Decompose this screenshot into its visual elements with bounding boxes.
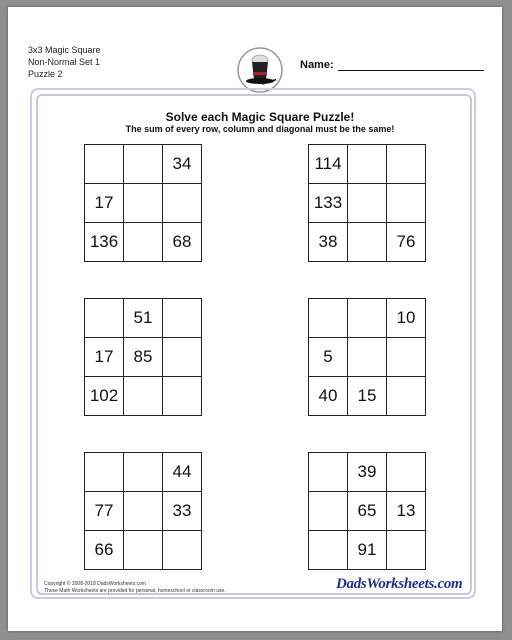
square-cell[interactable]: 133: [309, 184, 348, 223]
square-cell[interactable]: [163, 299, 202, 338]
square-cell[interactable]: 136: [85, 223, 124, 262]
square-cell[interactable]: 40: [309, 377, 348, 416]
square-cell[interactable]: 102: [85, 377, 124, 416]
square-cell[interactable]: 13: [387, 492, 426, 531]
square-cell[interactable]: 68: [163, 223, 202, 262]
usage-note: These Math Worksheets are provided for personal, homeschool or classroom use.: [44, 588, 226, 594]
square-cell[interactable]: [387, 184, 426, 223]
magic-square-1: [84, 144, 202, 262]
square-cell[interactable]: [309, 531, 348, 570]
square-cell[interactable]: [387, 377, 426, 416]
square-cell[interactable]: 66: [85, 531, 124, 570]
square-cell[interactable]: 17: [85, 338, 124, 377]
square-cell[interactable]: [124, 223, 163, 262]
square-cell[interactable]: 76: [387, 223, 426, 262]
instructions-title: Solve each Magic Square Puzzle!: [165, 110, 355, 124]
square-cell[interactable]: [309, 453, 348, 492]
worksheet-puzzle-number: Puzzle 2: [28, 69, 63, 79]
magic-square-5: [84, 452, 202, 570]
square-cell[interactable]: 51: [124, 299, 163, 338]
square-cell[interactable]: [309, 299, 348, 338]
square-cell[interactable]: 10: [387, 299, 426, 338]
magic-square-3: [84, 298, 202, 416]
square-cell[interactable]: [163, 531, 202, 570]
worksheet-title: 3x3 Magic Square: [28, 45, 101, 55]
square-cell[interactable]: [387, 338, 426, 377]
square-cell[interactable]: [387, 145, 426, 184]
square-cell[interactable]: [309, 492, 348, 531]
square-cell[interactable]: [348, 145, 387, 184]
square-cell[interactable]: 39: [348, 453, 387, 492]
square-cell[interactable]: [348, 299, 387, 338]
square-cell[interactable]: [163, 377, 202, 416]
square-cell[interactable]: 34: [163, 145, 202, 184]
square-cell[interactable]: [163, 184, 202, 223]
square-cell[interactable]: [124, 184, 163, 223]
dadsworksheets-logo: DadsWorksheets.com: [336, 576, 463, 592]
square-cell[interactable]: [124, 145, 163, 184]
square-cell[interactable]: 114: [309, 145, 348, 184]
square-cell[interactable]: 33: [163, 492, 202, 531]
magic-square-6: [308, 452, 426, 570]
square-cell[interactable]: 85: [124, 338, 163, 377]
square-cell[interactable]: [124, 492, 163, 531]
instructions-subtitle: The sum of every row, column and diagonal must be the same!: [125, 124, 395, 134]
square-cell[interactable]: 65: [348, 492, 387, 531]
square-cell[interactable]: [348, 184, 387, 223]
square-cell[interactable]: [85, 145, 124, 184]
magic-square-4: [308, 298, 426, 416]
worksheet-set: Non-Normal Set 1: [28, 57, 101, 67]
square-cell[interactable]: [348, 338, 387, 377]
square-cell[interactable]: [387, 531, 426, 570]
square-cell[interactable]: [124, 453, 163, 492]
square-cell[interactable]: [387, 453, 426, 492]
square-cell[interactable]: [163, 338, 202, 377]
square-cell[interactable]: 38: [309, 223, 348, 262]
square-cell[interactable]: [85, 453, 124, 492]
square-cell[interactable]: 17: [85, 184, 124, 223]
square-cell[interactable]: 91: [348, 531, 387, 570]
square-cell[interactable]: [124, 377, 163, 416]
square-cell[interactable]: 77: [85, 492, 124, 531]
square-cell[interactable]: 15: [348, 377, 387, 416]
square-cell[interactable]: [348, 223, 387, 262]
magic-square-2: [308, 144, 426, 262]
copyright-text: Copyright © 2008-2018 DadsWorksheets.com: [44, 581, 146, 587]
square-cell[interactable]: 5: [309, 338, 348, 377]
name-label: Name:: [300, 59, 334, 71]
square-cell[interactable]: 44: [163, 453, 202, 492]
square-cell[interactable]: [124, 531, 163, 570]
name-field[interactable]: [338, 70, 484, 71]
square-cell[interactable]: [85, 299, 124, 338]
